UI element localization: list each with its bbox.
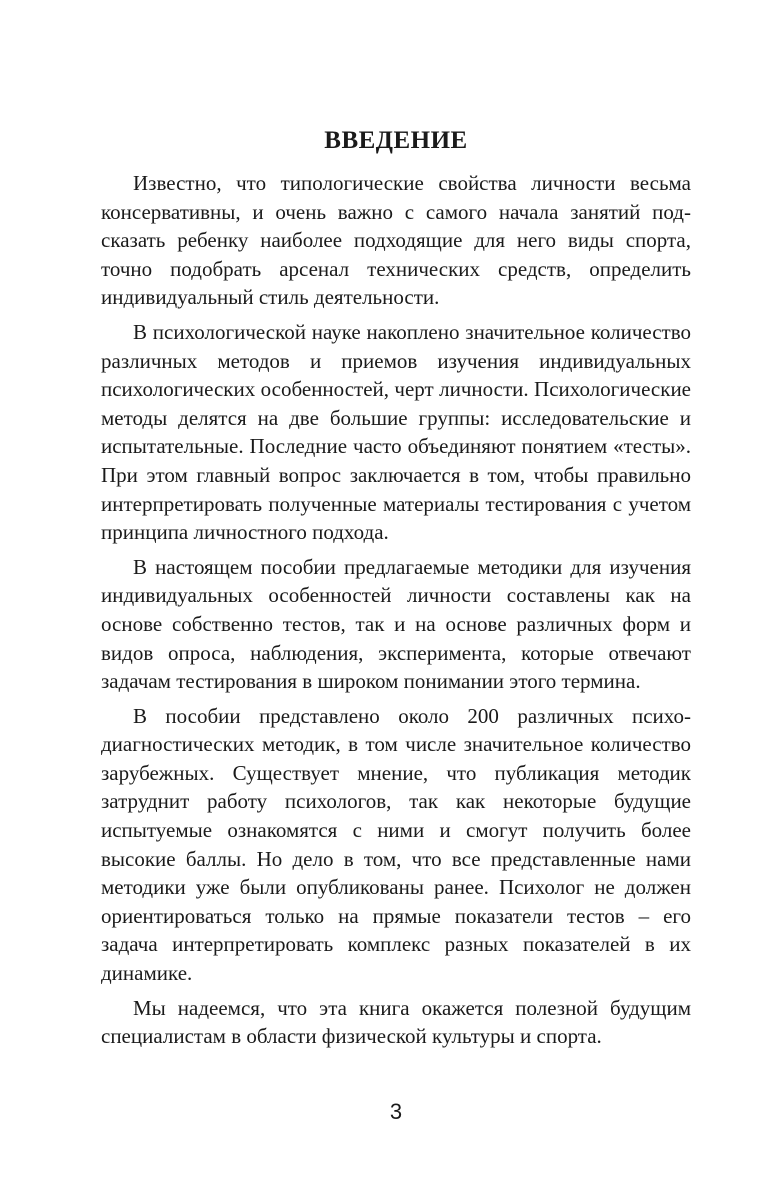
paragraph-4: В пособии представлено около 200 различных психодиагностических методик, в том числе значительное количество зарубежных. Существует мнение, что публикация методик затруднит работу психологов, так как некоторые будущие испытуемые ознакомятся с ними и смогут получить более высокие баллы. Но дело в том, что все представленные нами методики уже были опубликованы ранее. Психолог не должен ориентироваться только на прямые показатели тестов – его задача интерпретировать комплекс разных показателей в их динамике. bbox=[101, 703, 691, 986]
paragraph-2: В психологической науке накоплено значительное количество различных методов и приемов изучения индивидуальных психологических особенностей, черт личности. Психологические методы делятся на две большие группы: исследовательские и испытательные. Последние часто объединяют понятием «тесты». При этом главный вопрос заключается в том, чтобы правильно интерпретировать полученные материалы тестирования с учетом принципа личностного подхода. bbox=[101, 319, 691, 545]
paragraph-3: В настоящем пособии предлагаемые методики для изучения индивидуальных особенностей личности составлены как на основе собственно тестов, так и на основе различных форм и видов опроса, наблюдения, эксперимента, которые отвечают задачам тестирования в широком понимании этого термина. bbox=[101, 554, 691, 694]
page-number: 3 bbox=[389, 1099, 403, 1124]
page-title: ВВЕДЕНИЕ bbox=[324, 127, 468, 154]
paragraph-5: Мы надеемся, что эта книга окажется полезной будущим специалистам в области физической культуры и спорта. bbox=[101, 995, 691, 1049]
intro-body bbox=[101, 169, 691, 1057]
paragraph-1: Известно, что типологические свойства личности весьма консервативны, и очень важно с самого начала занятий подсказать ребенку наиболее подходящие для него виды спорта, точно подобрать арсенал технических средств, определить индивидуальный стиль деятельности. bbox=[101, 171, 691, 310]
